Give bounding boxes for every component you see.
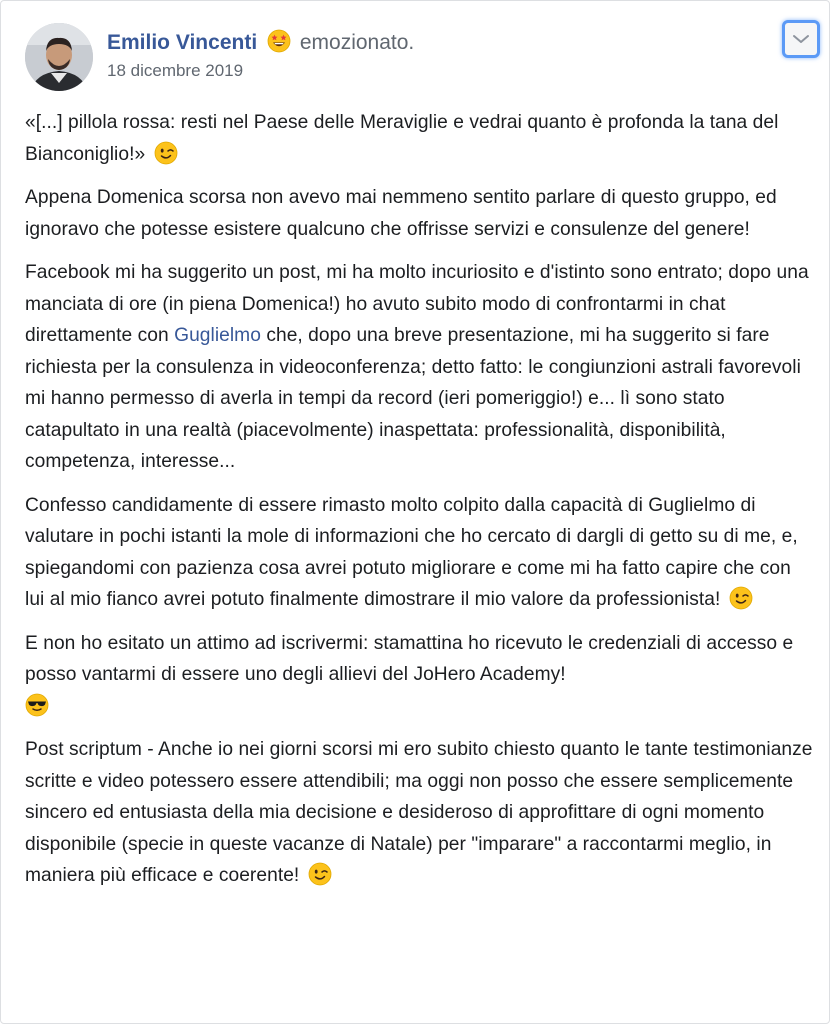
winking-face-emoji-icon <box>154 141 178 165</box>
post-paragraph <box>25 628 815 723</box>
winking-face-emoji-icon <box>729 586 753 610</box>
sunglasses-face-emoji-icon <box>25 693 49 717</box>
mention-link-guglielmo[interactable]: Guglielmo <box>174 325 261 346</box>
star-struck-emoji-icon <box>267 29 291 53</box>
paragraph-text: Confesso candidamente di essere rimasto molto colpito dalla capacità di Guglielmo di valutare in pochi istanti la mole di informazioni che ho cercato di dargli di getto su di me, e, spiegandomi con pazienza cosa avrei potuto migliorare e come mi ha fatto capire che con lui al mio fianco avrei potuto finalmente dimostrare il mio valore da professionista! <box>25 494 798 610</box>
post-paragraph <box>25 257 815 478</box>
post-paragraph <box>25 107 815 170</box>
paragraph-text: Facebook mi ha suggerito un post, mi ha molto incuriosito e d'istinto sono entrato; dopo una manciata di ore (in piena Domenica!) ho avuto subito modo di confrontarmi in chat direttamente con <box>25 262 809 346</box>
winking-face-emoji-icon <box>308 862 332 886</box>
post-meta <box>107 29 414 81</box>
avatar-photo <box>25 23 93 91</box>
paragraph-text: Appena Domenica scorsa non avevo mai nemmeno sentito parlare di questo gruppo, ed ignoravo che potesse esistere qualcuno che offrisse servizi e consulenze del genere! <box>25 187 777 240</box>
post-paragraph <box>25 734 815 892</box>
post-body <box>25 107 815 904</box>
author-name-link[interactable]: Emilio Vincenti <box>107 31 258 54</box>
author-line <box>107 29 414 57</box>
avatar[interactable] <box>25 23 93 91</box>
paragraph-text: Post scriptum - Anche io nei giorni scorsi mi ero subito chiesto quanto le tante testimonianze scritte e video potessero essere attendibili; ma oggi non posso che essere semplicemente sincero ed entusiasta della mia decisione e desideroso di approfittare di ogni momento disponibile (specie in queste vacanze di Natale) per "imparare" a raccontarmi meglio, in maniera più efficace e coerente! <box>25 739 813 886</box>
post-date-link[interactable]: 18 dicembre 2019 <box>107 61 244 80</box>
paragraph-text: che, dopo una breve presentazione, mi ha suggerito si fare richiesta per la consulenza in videoconferenza; detto fatto: le congiunzioni astrali favorevoli mi hanno permesso di averla in tempi da record (ieri pomeriggio!) e... lì sono stato catapultato in una realtà (piacevolmente) inaspettata: professionalità, disponibilità, competenza, interesse... <box>25 325 801 472</box>
paragraph-text: E non ho esitato un attimo ad iscrivermi: stamattina ho ricevuto le credenziali di accesso e posso vantarmi di essere uno degli allievi del JoHero Academy! <box>25 632 794 685</box>
post-paragraph <box>25 182 815 245</box>
paragraph-text: «[...] pillola rossa: resti nel Paese delle Meraviglie e vedrai quanto è profonda la tana del Bianconiglio!» <box>25 112 779 165</box>
post-options-button[interactable] <box>782 20 820 58</box>
post-header <box>25 23 785 93</box>
chevron-down-icon <box>792 33 810 45</box>
feeling-text: emozionato. <box>299 31 415 54</box>
post-paragraph <box>25 490 815 616</box>
